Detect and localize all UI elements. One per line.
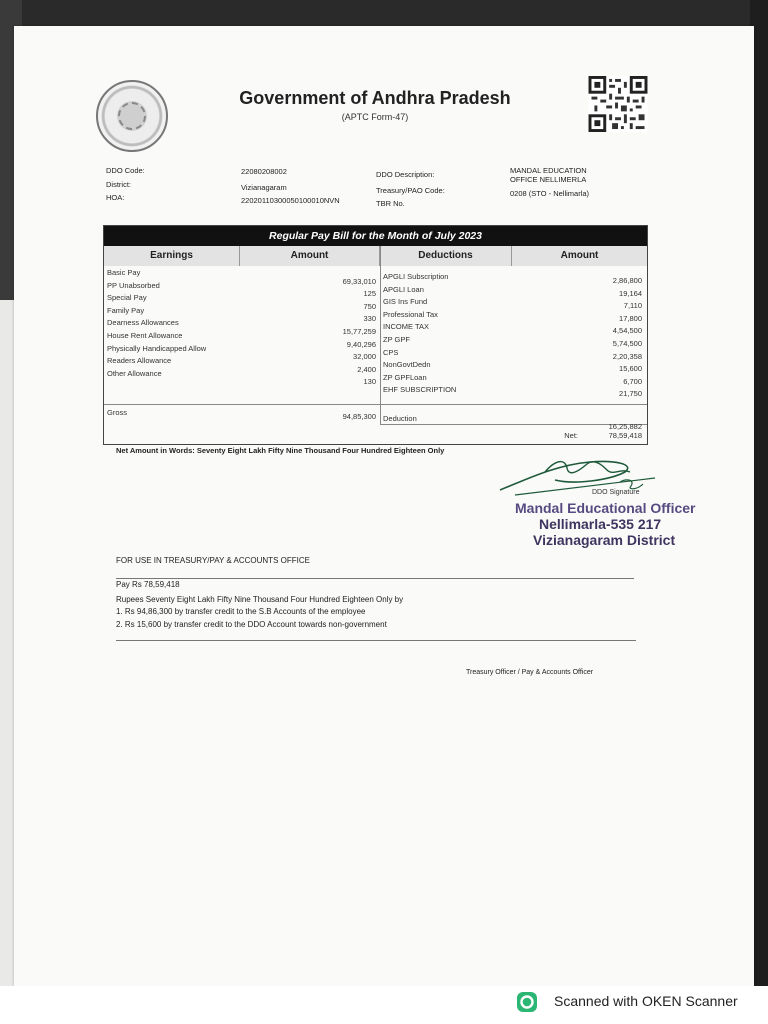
deductions-row-amount: 19,164	[619, 288, 642, 298]
deductions-row-label: ZP GPF	[383, 335, 410, 344]
net-amount: 78,59,418	[608, 431, 642, 440]
ddo-description-label: DDO Description:	[376, 170, 435, 179]
deductions-row-label: Professional Tax	[383, 309, 438, 319]
deductions-row-label: CPS	[383, 347, 399, 357]
earnings-row-amount: 15,77,259	[342, 327, 376, 336]
table-divider	[104, 404, 647, 405]
treasury-amount-in-words: Rupees Seventy Eight Lakh Fifty Nine Thousand Four Hundred Eighteen Only by	[116, 595, 404, 604]
deductions-row-amount: 15,600	[619, 364, 642, 374]
earnings-column-header: Earnings	[104, 246, 240, 266]
deductions-row-label: INCOME TAX	[383, 322, 429, 332]
earnings-row-amount: 125	[363, 289, 376, 299]
scanner-watermark-text: Scanned with OKEN Scanner	[554, 993, 738, 1009]
deduction-total-label: Deduction	[383, 414, 417, 423]
deductions-row-amount: 17,800	[619, 313, 642, 323]
earnings-row-amount: 330	[363, 314, 376, 324]
document-title: Government of Andhra Pradesh	[239, 88, 511, 108]
district-value: Vizianagaram	[241, 183, 287, 192]
treasury-code-label: Treasury/PAO Code:	[376, 186, 445, 195]
qr-code-icon	[588, 76, 648, 132]
ddo-code-label: DDO Code:	[106, 166, 145, 175]
deductions-row-label: APGLI Subscription	[383, 272, 449, 281]
stamp-line-2: Nellimarla-535 217	[539, 516, 662, 532]
treasury-code-value: 0208 (STO - Nellimarla)	[510, 189, 590, 198]
earnings-row-label: Readers Allowance	[107, 356, 172, 366]
net-label: Net:	[564, 431, 578, 440]
ddo-description-line1: MANDAL EDUCATION	[510, 166, 587, 175]
deductions-row-label: EHF SUBSCRIPTION	[383, 385, 457, 395]
earnings-row-amount: 750	[363, 301, 376, 311]
deductions-row-label: GIS Ins Fund	[383, 297, 428, 307]
deductions-row-amount: 5,74,500	[612, 339, 642, 348]
earnings-row-label: Dearness Allowances	[107, 318, 179, 328]
deductions-row-amount: 2,86,800	[612, 276, 642, 285]
pay-bill-table	[103, 225, 648, 445]
earnings-row-label: Basic Pay	[107, 268, 141, 277]
tbr-number-label: TBR No.	[376, 199, 405, 208]
earnings-row-label: Physically Handicapped Allow	[107, 343, 207, 353]
treasury-pay-amount: Pay Rs 78,59,418	[116, 580, 180, 589]
earnings-row-label: House Rent Allowance	[107, 331, 183, 340]
deductions-row-label: ZP GPFLoan	[383, 372, 427, 382]
hoa-label: HOA:	[106, 193, 125, 202]
earnings-row-amount: 9,40,296	[346, 339, 376, 349]
net-amount-in-words: Net Amount in Words: Seventy Eight Lakh Fifty Nine Thousand Four Hundred Eighteen Only	[116, 446, 445, 455]
deduction-total-amount: 16,25,882	[608, 422, 642, 431]
ddo-description-line2: OFFICE NELLIMERLA	[510, 175, 587, 184]
treasury-credit-line-1: 1. Rs 94,86,300 by transfer credit to the S.B Accounts of the employee	[116, 607, 366, 616]
form-number: (APTC Form-47)	[341, 112, 409, 122]
deductions-row-amount: 7,110	[623, 301, 642, 311]
deductions-row-label: APGLI Loan	[383, 284, 424, 294]
stamp-line-1: Mandal Educational Officer	[515, 500, 696, 516]
ddo-signature-caption: DDO Signature	[592, 489, 640, 496]
official-stamp	[505, 500, 725, 548]
stamp-line-3: Vizianagaram District	[533, 532, 676, 548]
earnings-row-label: Family Pay	[107, 305, 145, 315]
earnings-row-label: Other Allowance	[107, 368, 162, 378]
deductions-row-amount: 6,700	[623, 376, 642, 386]
table-divider	[380, 246, 381, 424]
deductions-row-amount: 2,20,358	[612, 351, 642, 361]
ddo-code-value: 22080208002	[241, 167, 287, 176]
earnings-row-label: Special Pay	[107, 293, 147, 303]
earnings-amount-column-header: Amount	[240, 246, 380, 266]
hoa-value: 22020110300050100010NVN	[241, 196, 340, 205]
oken-scanner-icon	[516, 991, 538, 1013]
treasury-credit-line-2: 2. Rs 15,600 by transfer credit to the DDO Account towards non-government	[116, 620, 387, 629]
treasury-section-divider	[116, 578, 634, 579]
earnings-row-amount: 32,000	[353, 352, 376, 362]
deductions-column-header: Deductions	[380, 246, 512, 266]
pay-bill-table-title: Regular Pay Bill for the Month of July 2023	[104, 226, 647, 246]
earnings-row-amount: 69,33,010	[342, 276, 376, 286]
earnings-row-label: PP Unabsorbed	[107, 280, 160, 290]
gross-label: Gross	[107, 408, 128, 417]
earnings-row-amount: 2,400	[357, 364, 376, 374]
deductions-row-amount: 4,54,500	[612, 326, 642, 336]
treasury-officer-caption: Treasury Officer / Pay & Accounts Officer	[466, 669, 594, 676]
deductions-amount-column-header: Amount	[512, 246, 647, 266]
government-emblem-seal	[96, 80, 168, 152]
deductions-row-label: NonGovtDedn	[383, 360, 431, 370]
earnings-row-amount: 130	[363, 377, 376, 387]
treasury-section-divider	[116, 640, 636, 641]
gross-amount: 94,85,300	[342, 412, 376, 421]
deductions-row-amount: 21,750	[619, 389, 642, 399]
district-label: District:	[106, 180, 131, 189]
treasury-section-heading: FOR USE IN TREASURY/PAY & ACCOUNTS OFFICE	[116, 556, 310, 565]
ddo-handwritten-signature	[495, 450, 665, 500]
